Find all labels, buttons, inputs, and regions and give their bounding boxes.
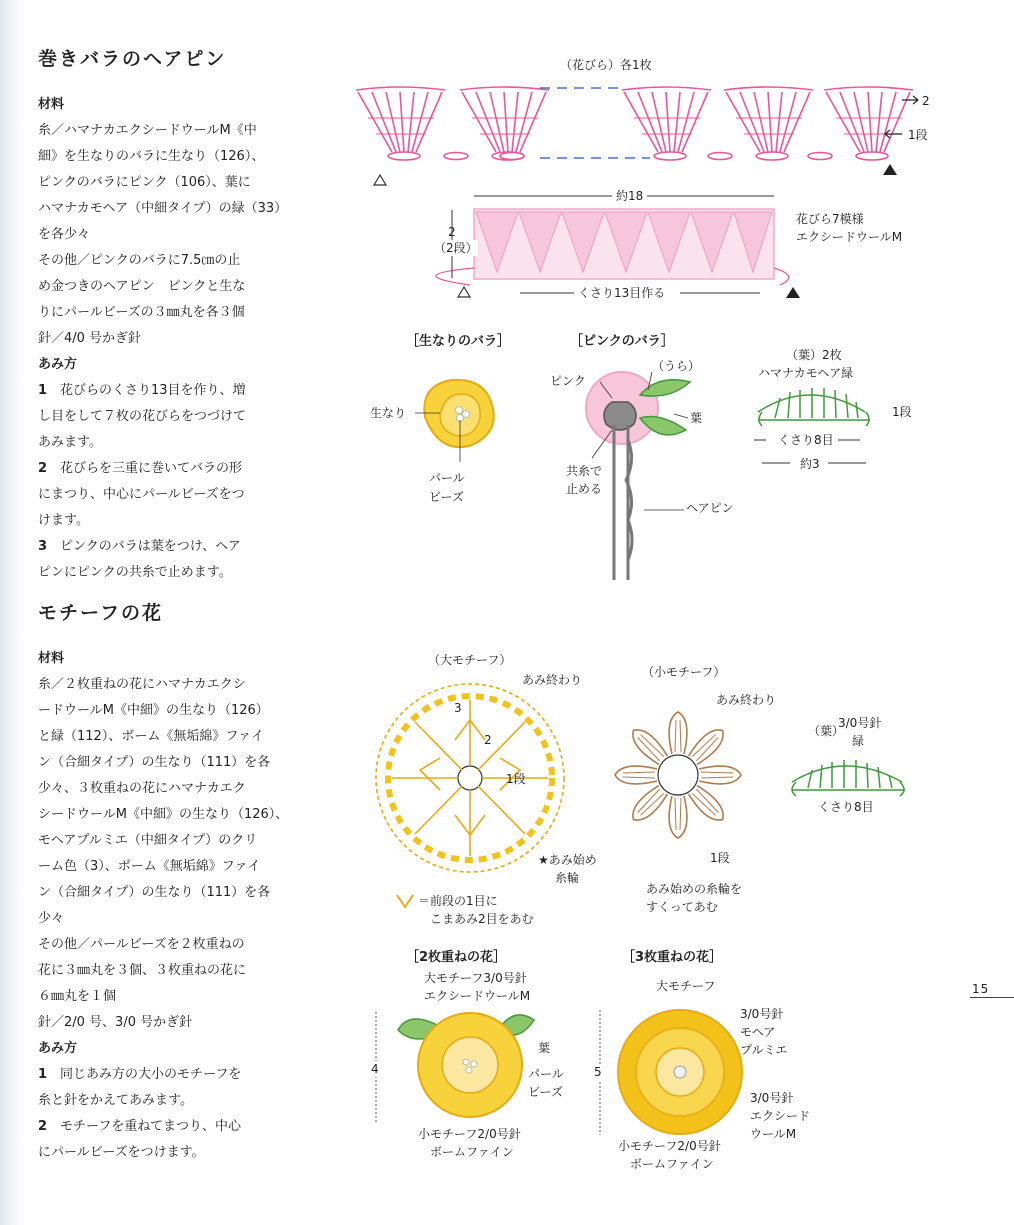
materials-line: 細》を生なりのバラに生なり（126）、 xyxy=(38,149,265,164)
three-layer-mohair-label: 3/0号針 xyxy=(740,1007,784,1021)
row2-arrow-icon xyxy=(902,96,918,104)
three-layer-mohair-label: プルミエ xyxy=(740,1043,788,1057)
large-motif-row2: 2 xyxy=(484,733,492,747)
cream-rose-title: ［生なりのバラ］ xyxy=(406,334,511,349)
petal-fan xyxy=(356,87,445,160)
three-layer-exceed-label: ウールM xyxy=(750,1127,797,1141)
small-motif-petal xyxy=(669,712,687,754)
cream-rose-yarn-label: 生なり xyxy=(370,406,407,420)
large-motif-chart xyxy=(376,684,564,872)
large-motif-start: 糸輪 xyxy=(555,871,580,885)
two-layer-size-label: 4 xyxy=(371,1062,379,1076)
materials-line: りにパールビーズの３㎜丸を各３個 xyxy=(38,305,245,320)
petal-chart-title: （花びら）各1枚 xyxy=(560,58,652,72)
schematic-width-label: 約18 xyxy=(612,188,647,204)
materials-line: め金つきのヘアピン ピンクと生な xyxy=(38,279,246,294)
two-layer-pearl-label: パール xyxy=(528,1067,564,1081)
hairpin-label: ヘアピン xyxy=(686,501,734,515)
leaf2-title: （葉） xyxy=(808,724,845,738)
materials-line: 糸／ハマナカエクシードウールM《中 xyxy=(38,123,257,138)
materials-line: シードウールM《中細》の生なり（126）、 xyxy=(38,807,289,822)
row1-label: 1段 xyxy=(908,128,928,142)
materials-line: 針／2/0 号、3/0 号かぎ針 xyxy=(38,1015,193,1030)
three-layer-small-label: ボームファイン xyxy=(630,1157,714,1171)
step-text: 糸と針をかえてあみます。 xyxy=(38,1093,193,1108)
three-layer-big-label: 大モチーフ xyxy=(656,979,716,993)
materials-line: 少々、３枚重ねの花にハマナカエク xyxy=(38,781,246,796)
materials-line: その他／パールビーズを２枚重ねの xyxy=(38,937,245,952)
materials-line: 糸／２枚重ねの花にハマナカエクシ xyxy=(38,677,246,692)
leaf1-yarn: ハマナカモヘア緑 xyxy=(758,366,854,380)
schematic-chain-label: くさり13目作る xyxy=(578,286,666,300)
step-text: にまつり、中心にパールビーズをつ xyxy=(38,487,245,502)
materials-line: と緑（112）、ボーム《無垢綿》ファイ xyxy=(38,729,265,744)
materials-line: 少々 xyxy=(38,911,65,926)
method-heading: あみ方 xyxy=(38,1041,78,1056)
pink-rose-leaf-label: 葉 xyxy=(690,411,703,425)
two-layer-flower-illustration xyxy=(376,1012,534,1122)
schematic-desc: エクシードウールM xyxy=(796,230,903,244)
leaf2-yarn: 緑 xyxy=(852,734,865,748)
pink-rose-back-label: （うら） xyxy=(652,359,701,373)
two-layer-big-label: エクシードウールM xyxy=(424,989,531,1003)
three-layer-flower-title: ［3枚重ねの花］ xyxy=(622,950,723,965)
large-motif-row3: 3 xyxy=(454,701,462,715)
small-motif-start: すくってあむ xyxy=(646,900,718,914)
materials-line: その他／ピンクのバラに7.5㎝の止 xyxy=(38,253,241,268)
large-motif-title: （大モチーフ） xyxy=(428,653,512,667)
step-text: ピンにピンクの共糸で止めます。 xyxy=(38,565,232,580)
three-layer-flower-illustration xyxy=(600,1010,742,1135)
cream-rose-pearl-label: ビーズ xyxy=(429,490,464,504)
leaf1-title: （葉）2枚 xyxy=(786,348,842,362)
step-number: 2 xyxy=(38,1119,48,1134)
materials-line: ６㎜丸を１個 xyxy=(38,989,117,1004)
step-text: モチーフを重ねてまつり、中心 xyxy=(60,1119,242,1134)
page-number-rule xyxy=(970,997,1014,998)
small-motif-chart xyxy=(615,712,741,838)
three-layer-exceed-label: エクシード xyxy=(750,1109,811,1123)
end-triangle-icon xyxy=(883,164,897,175)
materials-line: ピンクのバラにピンク（106）、葉に xyxy=(38,175,251,190)
step-text: 花びらを三重に巻いてバラの形 xyxy=(60,461,243,476)
step-text: あみます。 xyxy=(38,435,102,450)
step-text: けます。 xyxy=(38,513,89,528)
materials-line: 針／4/0 号かぎ針 xyxy=(38,331,142,346)
cream-rose-pearl-label: パール xyxy=(429,471,465,485)
pink-rose-thread-label: 止める xyxy=(566,482,603,496)
step-text: 同じあみ方の大小のモチーフを xyxy=(60,1067,242,1082)
leaf-chart-1 xyxy=(754,388,870,463)
step-number: 3 xyxy=(38,539,48,554)
row2-label: 2 xyxy=(922,94,930,108)
small-motif-row1: 1段 xyxy=(710,851,730,865)
small-motif-end: あみ終わり xyxy=(716,693,777,707)
two-layer-big-label: 大モチーフ3/0号針 xyxy=(424,971,527,985)
materials-line: ードウールM《中細》の生なり（126） xyxy=(38,703,269,718)
small-motif-title: （小モチーフ） xyxy=(642,665,726,679)
method-heading: あみ方 xyxy=(38,357,78,372)
cream-rose-illustration xyxy=(415,380,494,462)
materials-line: ーム色（3）、ボーム《無垢綿》ファイ xyxy=(38,859,261,874)
step-number: 2 xyxy=(38,461,48,476)
three-layer-size-label: 5 xyxy=(594,1065,602,1079)
step-text: 花びらのくさり13目を作り、増 xyxy=(60,383,246,398)
section-title-motif: モチーフの花 xyxy=(38,602,164,624)
materials-heading: 材料 xyxy=(38,651,65,666)
step-text: し目をして７枚の花びらをつづけて xyxy=(38,409,247,424)
start-triangle-icon xyxy=(374,175,386,185)
schematic-desc: 花びら7模様 xyxy=(796,212,864,226)
three-layer-small-label: 小モチーフ2/0号針 xyxy=(618,1139,721,1153)
step-text: ピンクのバラは葉をつけ、ヘア xyxy=(60,539,241,554)
three-layer-exceed-label: 3/0号針 xyxy=(750,1091,794,1105)
three-layer-mohair-label: モヘア xyxy=(740,1025,776,1039)
petal-crochet-chart xyxy=(356,87,913,160)
petal-schematic xyxy=(436,196,800,298)
legend-text: ＝前段の1目に xyxy=(418,894,498,908)
two-layer-flower-title: ［2枚重ねの花］ xyxy=(406,950,507,965)
materials-line: モヘアプルミエ（中細タイプ）のクリ xyxy=(38,833,258,848)
pink-rose-title: ［ピンクのバラ］ xyxy=(570,334,674,349)
leaf2-chain: くさり8目 xyxy=(818,800,874,814)
two-layer-small-label: 小モチーフ2/0号針 xyxy=(418,1127,521,1141)
page-number: 15 xyxy=(972,982,990,996)
schematic-height-num: 2 xyxy=(448,225,456,239)
materials-line: ハマナカモヘア（中細タイプ）の緑（33） xyxy=(38,201,288,216)
materials-line: を各少々 xyxy=(38,227,91,242)
pink-rose-thread-label: 共糸で xyxy=(566,464,603,478)
small-motif-start: あみ始めの糸輪を xyxy=(646,882,743,896)
two-layer-pearl-label: ビーズ xyxy=(528,1085,563,1099)
step-number: 1 xyxy=(38,1067,48,1082)
materials-line: ン（合細タイプ）の生なり（111）を各 xyxy=(38,755,271,770)
leaf-chart-2 xyxy=(792,760,905,796)
large-motif-end: あみ終わり xyxy=(522,673,583,687)
materials-line: ン（合細タイプ）の生なり（111）を各 xyxy=(38,885,271,900)
step-text: にパールビーズをつけます。 xyxy=(38,1145,205,1160)
legend-text: こまあみ2目をあむ xyxy=(430,912,534,926)
schematic-height-rows: （2段） xyxy=(434,241,478,255)
two-layer-small-label: ボームファイン xyxy=(430,1145,514,1159)
pink-rose-yarn-label: ピンク xyxy=(550,374,586,388)
legend-v-icon xyxy=(397,895,413,907)
section-title-hairpin: 巻きバラのヘアピン xyxy=(38,48,227,70)
materials-line: 花に３㎜丸を３個、３枚重ねの花に xyxy=(38,963,247,978)
materials-heading: 材料 xyxy=(38,97,65,112)
large-motif-row1: 1段 xyxy=(506,772,526,786)
two-layer-leaf-label: 葉 xyxy=(538,1041,551,1055)
large-motif-start: ★あみ始め xyxy=(538,853,597,867)
leaf2-hook: 3/0号針 xyxy=(838,716,882,730)
leaf1-width: 約3 xyxy=(800,457,820,471)
step-number: 1 xyxy=(38,383,48,398)
leaf1-row: 1段 xyxy=(892,405,912,419)
leaf1-chain: くさり8目 xyxy=(778,433,834,447)
